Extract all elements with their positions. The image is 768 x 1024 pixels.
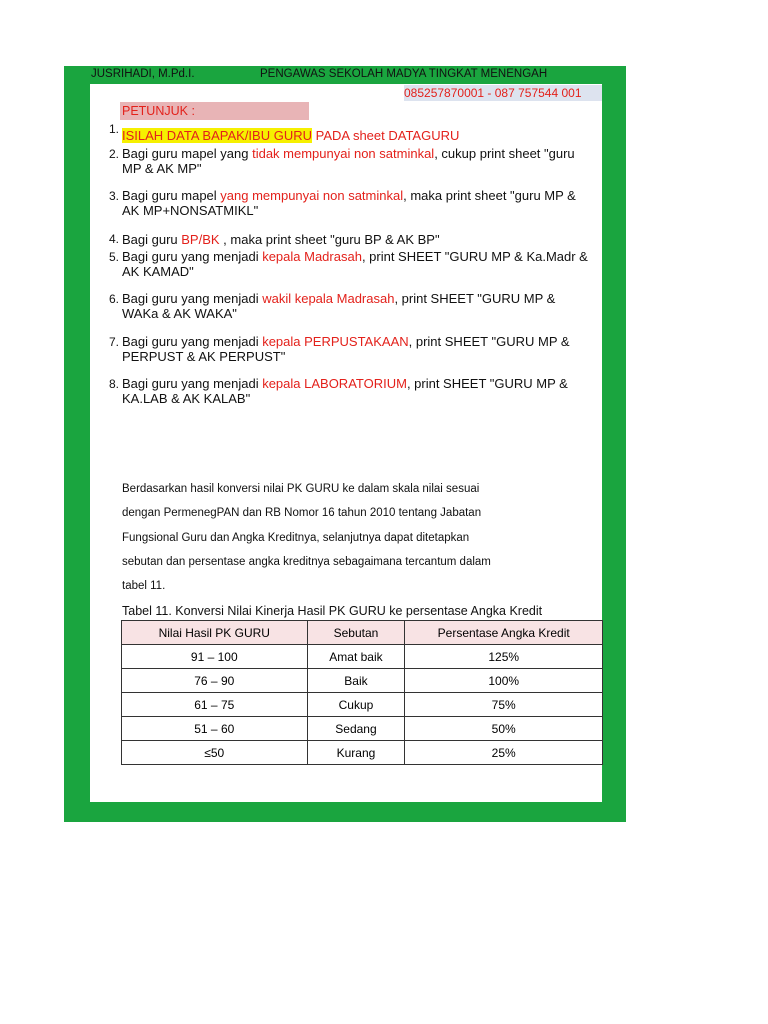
instruction-item-8 [122,376,592,406]
table-cell: 125% [405,645,603,669]
item-number: 1. [109,122,120,136]
paragraph-line: Berdasarkan hasil konversi nilai PK GURU ke dalam skala nilai sesuai [122,483,480,495]
column-header: Persentase Angka Kredit [405,621,603,645]
item-emphasis: BP/BK [181,232,220,247]
header-position: PENGAWAS SEKOLAH MADYA TINGKAT MENENGAH [260,68,548,80]
paragraph-line: Fungsional Guru dan Angka Kreditnya, selanjutnya dapat ditetapkan [122,532,470,544]
instruction-item-6 [122,291,592,321]
header-phone: 085257870001 - 087 757544 001 [404,85,602,101]
column-header: Sebutan [307,621,405,645]
paragraph-line: tabel 11. [122,580,166,592]
table-row [122,645,603,669]
item-number: 5. [109,250,120,264]
instruction-item-4 [122,232,592,247]
item-emphasis: kepala LABORATORIUM [262,376,407,391]
item-number: 2. [109,147,120,161]
item-text: , print SHEET "GURU MP & WAKa & AK WAKA" [122,291,556,321]
item-number: 7. [109,335,120,349]
table-cell: 91 – 100 [122,645,308,669]
table-cell: Baik [307,669,405,693]
table-cell: 100% [405,669,603,693]
table-cell: 50% [405,717,603,741]
paragraph-line: dengan PermenegPAN dan RB Nomor 16 tahun 2010 tentang Jabatan [122,507,482,519]
item-text: , print SHEET "GURU MP & Ka.Madr & AK KAMAD" [122,249,588,279]
item-text: Bagi guru [122,232,182,247]
item-text: Bagi guru mapel yang [122,146,253,161]
table-cell: ≤50 [122,741,308,765]
item-text: , print SHEET "GURU MP & KA.LAB & AK KALAB" [122,376,568,406]
table-cell: Sedang [307,717,405,741]
instruction-item-2 [122,146,592,176]
table-caption: Tabel 11. Konversi Nilai Kinerja Hasil PK GURU ke persentase Angka Kredit [122,604,543,618]
column-header: Nilai Hasil PK GURU [122,621,308,645]
conversion-table [121,620,603,765]
instruction-item-7 [122,334,592,364]
item-text: Bagi guru yang menjadi [122,291,263,306]
item-number: 8. [109,377,120,391]
item-text: Bagi guru mapel [122,188,221,203]
instructions-title: PETUNJUK : [120,102,309,120]
item-emphasis: yang mempunyai non satminkal [220,188,404,203]
item-text: , maka print sheet "guru BP & AK BP" [219,232,440,247]
table-row [122,741,603,765]
instruction-item-1 [122,128,592,143]
item-emphasis: kepala PERPUSTAKAAN [262,334,409,349]
table-cell: 76 – 90 [122,669,308,693]
header-author: JUSRIHADI, M.Pd.I. [91,68,195,80]
paragraph-line: sebutan dan persentase angka kreditnya sebagaimana tercantum dalam [122,556,491,568]
table-row [122,717,603,741]
item-text: PADA sheet DATAGURU [312,128,460,143]
table-cell: 51 – 60 [122,717,308,741]
item-text: , maka print sheet "guru MP & AK MP+NONSATMIKL" [122,188,576,218]
item-number: 4. [109,232,120,246]
table-cell: 25% [405,741,603,765]
table-row [122,693,603,717]
item-number: 6. [109,292,120,306]
item-emphasis: wakil kepala Madrasah [262,291,395,306]
table-cell: Cukup [307,693,405,717]
item-text: Bagi guru yang menjadi [122,376,263,391]
item-number: 3. [109,189,120,203]
table-row [122,669,603,693]
table-cell: 61 – 75 [122,693,308,717]
item-text: , print SHEET "GURU MP & PERPUST & AK PERPUST" [122,334,570,364]
item-emphasis: kepala Madrasah [262,249,362,264]
item-text: Bagi guru yang menjadi [122,249,263,264]
item-text: Bagi guru yang menjadi [122,334,263,349]
instruction-item-3 [122,188,592,218]
item-emphasis: tidak mempunyai non satminkal [252,146,435,161]
instruction-item-5 [122,249,592,279]
table-cell: Amat baik [307,645,405,669]
item-highlight: ISILAH DATA BAPAK/IBU GURU [122,128,312,143]
table-header-row [122,621,603,645]
table-cell: 75% [405,693,603,717]
table-cell: Kurang [307,741,405,765]
item-text: , cukup print sheet "guru MP & AK MP" [122,146,575,176]
